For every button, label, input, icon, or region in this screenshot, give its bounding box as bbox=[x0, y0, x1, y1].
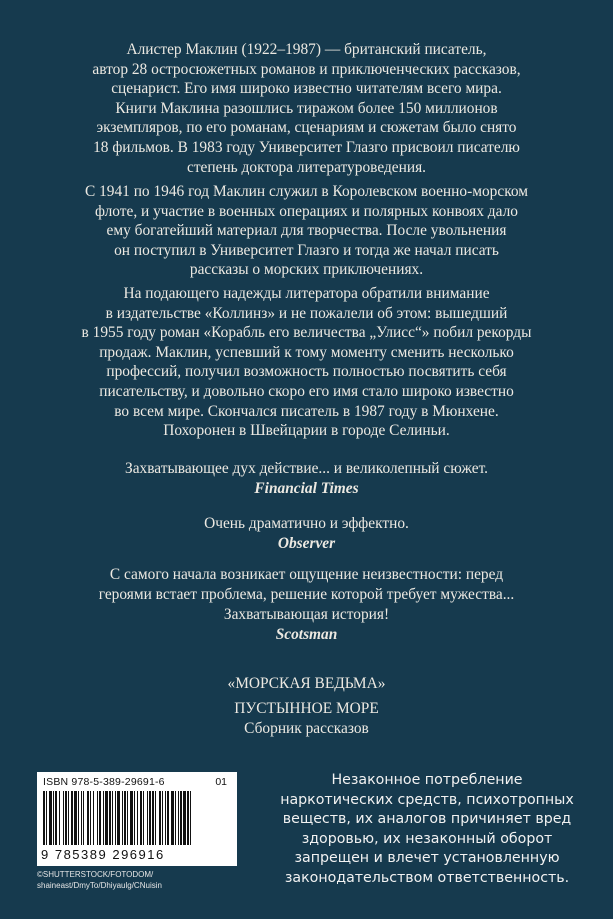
bio-paragraph-1 bbox=[40, 40, 573, 177]
barcode-bar bbox=[63, 791, 64, 845]
barcode-bar bbox=[46, 791, 47, 845]
barcode-bar bbox=[109, 791, 111, 845]
barcode-bar bbox=[175, 791, 176, 845]
barcode-bar bbox=[190, 791, 191, 845]
ean-digits: 9 785389 296916 bbox=[41, 847, 165, 862]
quote-text: Очень драматично и эффектно. bbox=[204, 515, 409, 532]
barcode-bars-icon bbox=[43, 791, 233, 849]
barcode-bar bbox=[187, 791, 189, 845]
barcode-bar bbox=[140, 791, 142, 845]
barcode-bar bbox=[178, 791, 179, 845]
bio-line: С 1941 по 1946 год Маклин служил в Королевском военно-морском bbox=[84, 183, 529, 200]
bio-line: он поступил в Университет Глазго и тогда же начал писать bbox=[114, 241, 499, 259]
bio-line: На подающего надежды литератора обратили внимание bbox=[123, 285, 490, 302]
bio-line: степень доктора литературоведения. bbox=[186, 158, 427, 176]
barcode-bar bbox=[183, 791, 186, 845]
review-quote-3 bbox=[40, 565, 573, 645]
bio-line: рассказы о морских приключениях. bbox=[189, 261, 424, 279]
review-quote-1 bbox=[40, 459, 573, 499]
barcode-bar bbox=[78, 791, 79, 845]
quote-source: Scotsman bbox=[275, 626, 338, 643]
barcode-bar bbox=[90, 791, 91, 845]
barcode-bar bbox=[124, 791, 126, 845]
barcode-bar bbox=[99, 791, 101, 845]
warning-line: веществ, их аналогов причиняет вред bbox=[282, 811, 572, 827]
bio-line: во всем мире. Скончался писатель в 1987 году в Мюнхене. bbox=[114, 402, 499, 420]
isbn-label: ISBN 978-5-389-29691-6 bbox=[43, 776, 165, 788]
book-title: ПУСТЫННОЕ МОРЕ bbox=[234, 700, 379, 717]
credit-line: shaineast/DmyTo/Dhiyaulg/CNuisin bbox=[37, 881, 162, 890]
barcode-bar bbox=[171, 791, 174, 845]
barcode-bar bbox=[115, 791, 116, 845]
barcode-bar bbox=[71, 791, 73, 845]
barcode-bar bbox=[103, 791, 104, 845]
barcode-bar bbox=[130, 791, 133, 845]
barcode-bar bbox=[167, 791, 169, 845]
barcode-bar bbox=[68, 791, 69, 845]
barcode-bar bbox=[147, 791, 148, 845]
quote-text: Захватывающая история! bbox=[223, 606, 390, 623]
barcode-bar bbox=[117, 791, 120, 845]
barcode-bar bbox=[137, 791, 138, 845]
warning-line: здоровью, их незаконный оборот bbox=[301, 830, 553, 847]
warning-line: законодательством ответственность. bbox=[284, 869, 570, 886]
barcode-bar bbox=[65, 791, 67, 845]
bio-line: автор 28 остросюжетных романов и приключенческих рассказов, bbox=[92, 60, 521, 78]
series-title: «МОРСКАЯ ВЕДЬМА» bbox=[227, 675, 386, 692]
bio-line: Похоронен в Швейцарии в городе Селиньи. bbox=[163, 422, 450, 440]
review-quote-2 bbox=[40, 514, 573, 554]
bio-line: 18 фильмов. В 1983 году Университет Глазго присвоил писателю bbox=[93, 138, 520, 156]
barcode-bar bbox=[93, 791, 94, 845]
image-credit bbox=[37, 869, 162, 891]
bio-line: экземпляров, по его романам, сценариям и сюжетам было снято bbox=[96, 119, 517, 137]
credit-line: ©SHUTTERSTOCK/FOTODOM/ bbox=[37, 870, 154, 879]
barcode-bar bbox=[143, 791, 144, 845]
barcode-bar bbox=[149, 791, 151, 845]
bio-paragraph-3 bbox=[40, 284, 573, 441]
barcode-bar bbox=[97, 791, 98, 845]
warning-line: Незаконное потребление bbox=[331, 772, 523, 788]
isbn-addon: 01 bbox=[215, 776, 227, 788]
bio-line: флоте, и участие в военных операциях и полярных конвоях дало bbox=[95, 202, 518, 220]
barcode-bar bbox=[155, 791, 156, 845]
bio-line: ему богатейший материал для творчества. После увольнения bbox=[106, 222, 507, 240]
bio-line: в 1955 году роман «Корабль его величества „Улисс“» побил рекорды bbox=[81, 324, 532, 342]
quote-source: Observer bbox=[277, 535, 336, 552]
bio-paragraph-2 bbox=[40, 182, 573, 280]
bio-line: Книги Маклина разошлись тиражом более 150 миллионов bbox=[115, 99, 498, 117]
legal-warning bbox=[262, 771, 592, 888]
quote-source: Financial Times bbox=[254, 480, 359, 497]
barcode-bar bbox=[81, 791, 82, 845]
barcode-bar bbox=[87, 791, 89, 845]
barcode-bar bbox=[55, 791, 57, 845]
quote-text: С самого начала возникает ощущение неизвестности: перед bbox=[109, 566, 504, 583]
barcode-bar bbox=[127, 791, 128, 845]
barcode-bar bbox=[152, 791, 154, 845]
barcode-bar bbox=[59, 791, 60, 845]
barcode-bar bbox=[74, 791, 77, 845]
barcode-bar bbox=[165, 791, 166, 845]
barcode-bar bbox=[83, 791, 84, 845]
barcode-bar bbox=[105, 791, 108, 845]
bio-line: Алистер Маклин (1922–1987) — британский писатель, bbox=[126, 41, 487, 58]
barcode-bar bbox=[43, 791, 45, 845]
bio-line: писательству, и довольно скоро его имя стало широко известно bbox=[99, 382, 514, 400]
bio-line: в издательстве «Коллинз» и не пожалели об этом: вышедший bbox=[105, 304, 508, 322]
barcode-bar bbox=[162, 791, 163, 845]
barcode-bar bbox=[180, 791, 182, 845]
bio-line: сценарист. Его имя широко известно читателям всего мира. bbox=[111, 80, 502, 98]
quote-text: героями встает проблема, решение которой требует мужества... bbox=[98, 586, 515, 603]
book-subtitle: Сборник рассказов bbox=[244, 720, 369, 737]
barcode-bar bbox=[159, 791, 161, 845]
bio-line: профессий, получил возможность полностью посвятить себя bbox=[106, 363, 507, 381]
isbn-barcode bbox=[37, 772, 237, 866]
barcode-bar bbox=[122, 791, 123, 845]
barcode-bar bbox=[112, 791, 113, 845]
barcode-bar bbox=[134, 791, 135, 845]
warning-line: наркотических средств, психотропных bbox=[280, 791, 574, 808]
bio-line: продаж. Маклин, успевший к тому моменту сменить несколько bbox=[99, 343, 514, 361]
quote-text: Захватывающее дух действие... и великолепный сюжет. bbox=[124, 460, 489, 477]
barcode-bar bbox=[53, 791, 54, 845]
barcode-bar bbox=[49, 791, 52, 845]
warning-line: запрещен и влечет установленную bbox=[294, 850, 560, 866]
